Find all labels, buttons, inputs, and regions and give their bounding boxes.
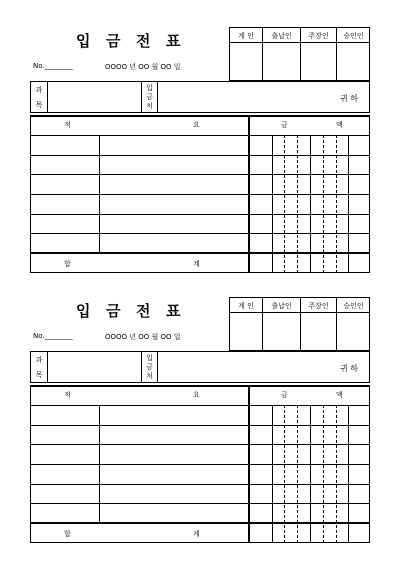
col-amount: 액 bbox=[336, 121, 343, 129]
title-char: 표 bbox=[166, 302, 181, 320]
approval-cashier: 출납인 bbox=[271, 302, 292, 310]
honorific: 귀 하 bbox=[340, 94, 358, 103]
approval-chief: 주장인 bbox=[308, 302, 329, 310]
date-line: OOOO 년 OO 월 OO 일 bbox=[105, 63, 181, 71]
payer-label: 처 bbox=[146, 372, 153, 380]
total-label: 합 bbox=[64, 530, 71, 538]
title-char: 입 bbox=[76, 302, 91, 320]
total-label: 계 bbox=[193, 530, 200, 538]
title-char: 입 bbox=[76, 32, 91, 50]
title-char: 금 bbox=[106, 32, 121, 50]
deposit-slip-2 bbox=[0, 270, 400, 540]
approval-approver: 승인인 bbox=[343, 302, 364, 310]
account-label: 과 bbox=[35, 86, 43, 94]
approval-chief: 주장인 bbox=[308, 32, 329, 40]
date-line: OOOO 년 OO 월 OO 일 bbox=[105, 333, 181, 341]
deposit-slip-1 bbox=[0, 0, 400, 270]
total-label: 합 bbox=[64, 260, 71, 268]
title-char: 전 bbox=[136, 32, 151, 50]
approval-cashier: 출납인 bbox=[271, 32, 292, 40]
col-summary: 적 bbox=[64, 391, 71, 399]
title-char: 표 bbox=[166, 32, 181, 50]
col-amount: 금 bbox=[281, 391, 288, 399]
approval-approver: 승인인 bbox=[343, 32, 364, 40]
payer-label: 금 bbox=[146, 363, 153, 371]
account-row bbox=[30, 81, 370, 113]
approval-clerk: 계 인 bbox=[238, 32, 254, 40]
col-summary: 요 bbox=[193, 391, 200, 399]
col-summary: 요 bbox=[193, 121, 200, 129]
col-amount: 금 bbox=[281, 121, 288, 129]
account-label: 목 bbox=[35, 371, 43, 379]
number-label: No.________ bbox=[33, 332, 73, 340]
title-char: 전 bbox=[136, 302, 151, 320]
payer-label: 금 bbox=[146, 93, 153, 101]
account-label: 목 bbox=[35, 101, 43, 109]
col-summary: 적 bbox=[64, 121, 71, 129]
account-label: 과 bbox=[35, 356, 43, 364]
number-label: No.________ bbox=[33, 62, 73, 70]
payer-label: 입 bbox=[146, 354, 153, 362]
title-char: 금 bbox=[106, 302, 121, 320]
total-label: 계 bbox=[193, 260, 200, 268]
col-amount: 액 bbox=[336, 391, 343, 399]
payer-label: 입 bbox=[146, 84, 153, 92]
payer-label: 처 bbox=[146, 102, 153, 110]
approval-clerk: 계 인 bbox=[238, 302, 254, 310]
honorific: 귀 하 bbox=[340, 364, 358, 373]
account-row bbox=[30, 351, 370, 383]
